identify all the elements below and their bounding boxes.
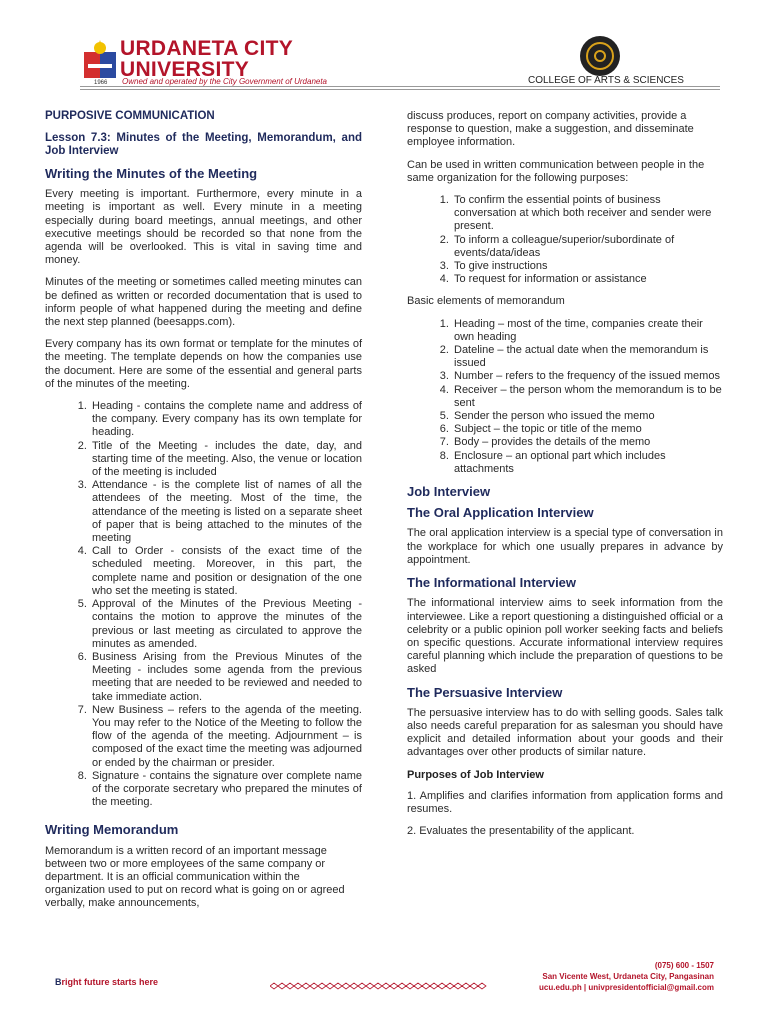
- header-divider-2: [80, 89, 720, 90]
- list-item: 4. To request for information or assistance: [452, 273, 723, 286]
- paragraph: Can be used in written communication between people in the same organization for the following purposes:: [407, 158, 705, 184]
- paragraph: The oral application interview is a special type of conversation in the workplace for which one usually prepares in advance by appointment.: [407, 527, 723, 566]
- header-divider: [80, 86, 720, 87]
- paragraph: The informational interview aims to seek information from the interviewee. Like a report questioning a distinguished official or a celebrity or a public opinion poll worker seeking facts and beliefs on specific questions. Accurate informational interview requires careful planning which include the preparation of questions to be asked: [407, 597, 723, 676]
- footer-address: San Vicente West, Urdaneta City, Pangasinan: [542, 972, 714, 981]
- footer-web-email: ucu.edu.ph | univpresidentofficial@gmail.com: [539, 983, 714, 992]
- heading-persuasive-interview: The Persuasive Interview: [407, 684, 563, 700]
- list-item: 2. To inform a colleague/superior/subordinate of events/data/ideas: [452, 234, 723, 260]
- heading-memorandum: Writing Memorandum: [45, 822, 179, 838]
- memo-elements-list: [407, 318, 723, 476]
- list-item: 6. Business Arising from the Previous Minutes of the Meeting - includes some agenda from the previous meeting that are needed to be reviewed and needed to take immediate action.: [90, 651, 362, 704]
- heading-job-interview: Job Interview: [407, 484, 491, 500]
- list-item: 2. Title of the Meeting - includes the date, day, and starting time of the meeting. Also, the venue or location of the meeting is included: [90, 440, 362, 480]
- paragraph: Every meeting is important. Furthermore, every minute in a meeting is important as well. Every minute in a meeting especially during board meetings, annual meetings, and other executive meetings should be recorded so that none from the agenda will be overlooked. This is vital in saving time and money.: [45, 188, 362, 267]
- list-item: 6. Subject – the topic or title of the memo: [452, 423, 723, 436]
- list-item: 1. Heading – most of the time, companies create their own heading: [452, 318, 723, 344]
- slogan-text: right future starts here: [61, 977, 159, 987]
- footer-contact: [500, 960, 714, 993]
- heading-minutes: Writing the Minutes of the Meeting: [45, 166, 258, 181]
- paragraph: discuss produces, report on company activities, provide a response to question, make a suggestion, and disseminate employee information.: [407, 110, 694, 149]
- college-seal-icon: [580, 36, 620, 76]
- university-logo-icon: [80, 38, 120, 84]
- left-column: [45, 110, 362, 920]
- list-item: 4. Receiver – the person whom the memorandum is to be sent: [452, 384, 723, 410]
- college-name: COLLEGE OF ARTS & SCIENCES: [528, 75, 684, 86]
- page-header: [0, 0, 768, 100]
- footer-phone: (075) 600 - 1507: [654, 961, 714, 970]
- list-item: 7. New Business – refers to the agenda of the meeting. You may refer to the Notice of the Meeting to follow the flow of the agenda of the meeting. Adjournment – is composed of the exact time the meeting was adjourned or ended by the chairman or presider.: [90, 704, 362, 770]
- list-item: 1. Heading - contains the complete name and address of the company. Every company has its own template for heading.: [90, 400, 362, 440]
- paragraph: Basic elements of memorandum: [407, 295, 565, 308]
- lesson-title: Lesson 7.3: Minutes of the Meeting, Memorandum, and Job Interview: [45, 132, 362, 157]
- list-item: 3. Attendance - is the complete list of names of all the attendees of the meeting. Most of the time, the attendance of the meeting is listed on a separate sheet of paper that is being attached to the minutes of the meeting: [90, 479, 362, 545]
- paragraph: Every company has its own format or template for the minutes of the meeting. The template depends on how the companies use the document. Here are some of the essential and general parts of the minutes of the meeting.: [45, 338, 362, 390]
- university-tagline: Owned and operated by the City Government of Urdaneta: [122, 77, 328, 86]
- footer-ornament-icon: [270, 982, 490, 990]
- university-name-line1: URDANETA CITY: [120, 37, 294, 60]
- list-item: 2. Dateline – the actual date when the memorandum is issued: [452, 344, 723, 370]
- paragraph: The persuasive interview has to do with selling goods. Sales talk also needs careful preparation for as salesman you should have explicit and detailed information about your goods and their advantages over other products of similar nature.: [407, 706, 723, 759]
- list-item: 8. Enclosure – an optional part which includes attachments: [452, 450, 723, 476]
- slogan-initial: B: [55, 977, 62, 987]
- list-item: 4. Call to Order - consists of the exact time of the scheduled meeting. Moreover, in this part, the complete name and position or designation of the one who set the meeting is stated.: [90, 545, 362, 598]
- heading-oral-interview: The Oral Application Interview: [407, 505, 594, 521]
- paragraph: Memorandum is a written record of an important message between two or more employees of the same company or department. It is an official communication within the organization used to put on record what is going on or agreed verbally, make announcements,: [45, 844, 345, 910]
- list-item: 8. Signature - contains the signature over complete name of the corporate secretary who prepared the minutes of the meeting.: [90, 770, 362, 810]
- list-item: 1. To confirm the essential points of business conversation at which both receiver and sender were present.: [452, 194, 723, 234]
- university-name: [120, 38, 293, 80]
- heading-purposes-job-interview: Purposes of Job Interview: [407, 768, 544, 781]
- founding-year: 1966: [94, 80, 108, 86]
- footer-slogan: [55, 977, 158, 987]
- heading-informational-interview: The Informational Interview: [407, 575, 577, 591]
- seal-core: [594, 50, 606, 62]
- paragraph: 1. Amplifies and clarifies information from application forms and resumes.: [407, 789, 723, 815]
- list-item: 7. Body – provides the details of the memo: [452, 436, 723, 449]
- right-column: [407, 110, 723, 847]
- list-item: 3. Number – refers to the frequency of the issued memos: [452, 370, 723, 383]
- memo-purposes-list: [407, 194, 723, 286]
- minutes-parts-list: [45, 400, 362, 809]
- list-item: 5. Approval of the Minutes of the Previous Meeting - contains the motion to approve the minutes of the previous or last meeting as circulated to approve the minutes as amended.: [90, 598, 362, 651]
- list-item: 5. Sender the person who issued the memo: [452, 410, 723, 423]
- university-name-line2: UNIVERSITY: [120, 58, 250, 81]
- paragraph: Minutes of the meeting or sometimes called meeting minutes can be defined as written or recorded documentation that is used to inform people of what happened during the meeting and define the next step planned (beesapps.com).: [45, 276, 362, 329]
- paragraph: 2. Evaluates the presentability of the applicant.: [407, 825, 635, 838]
- course-title: PURPOSIVE COMMUNICATION: [45, 110, 215, 122]
- list-item: 3. To give instructions: [452, 260, 723, 273]
